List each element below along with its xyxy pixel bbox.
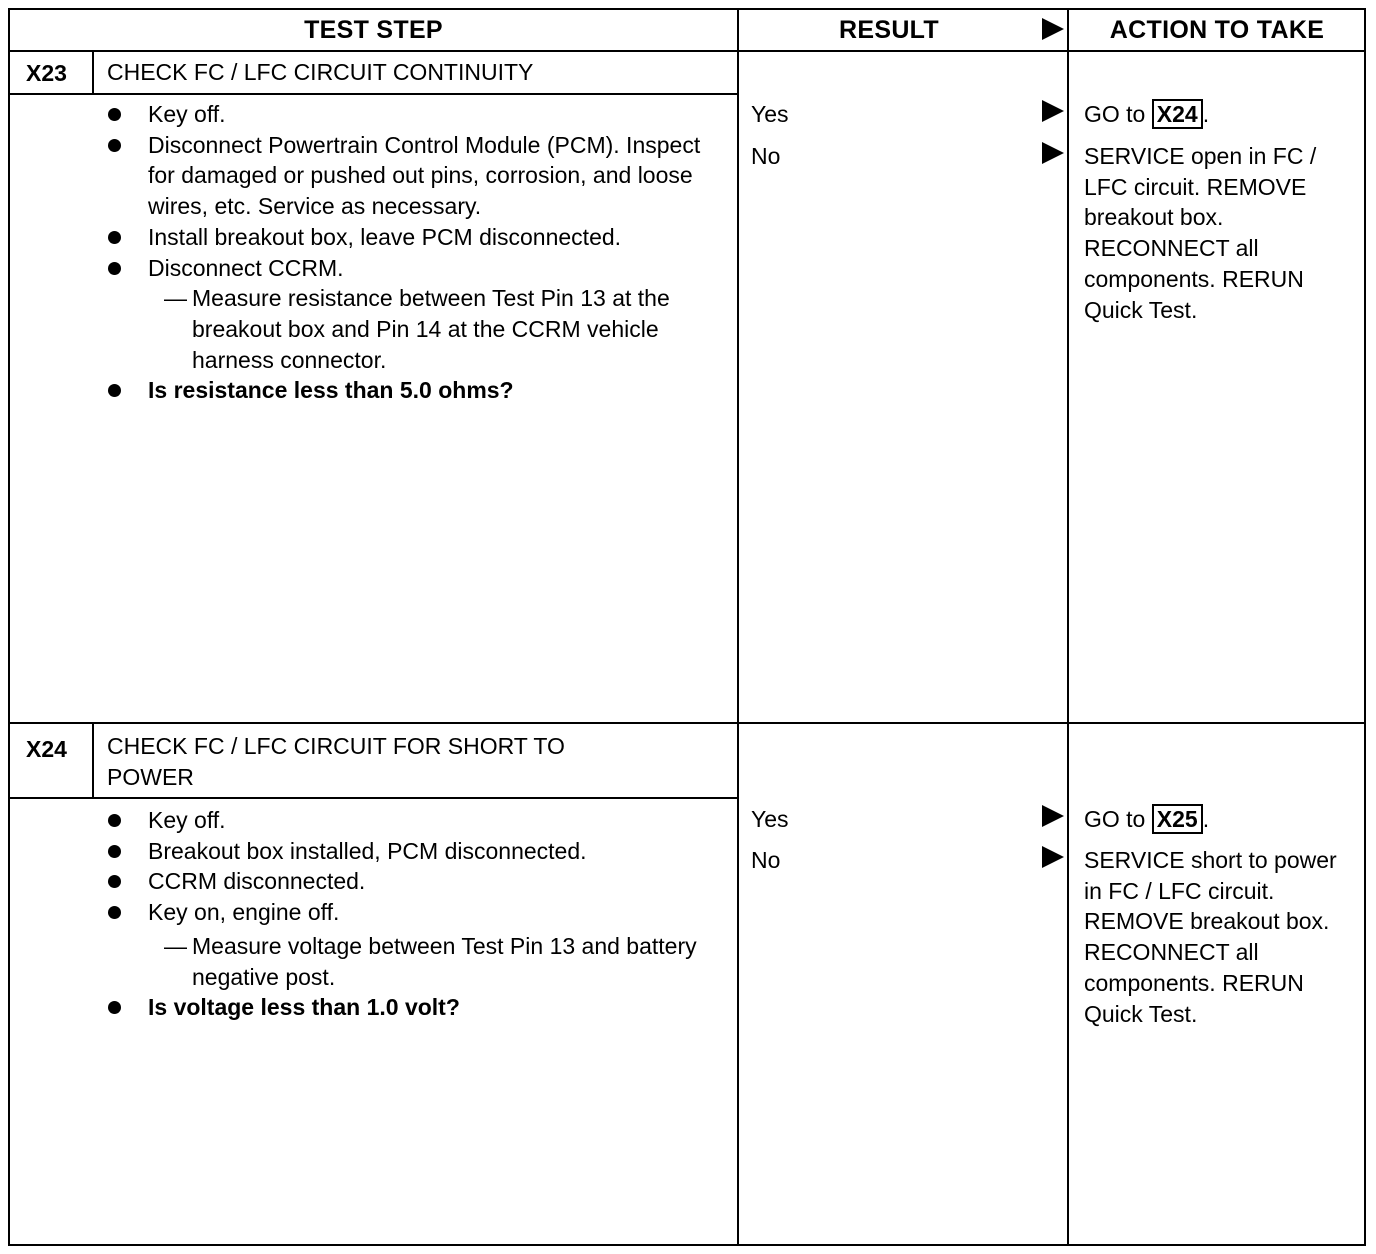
result-no: No <box>751 847 781 873</box>
bullet-icon <box>108 262 121 275</box>
step-title: CHECK FC / LFC CIRCUIT CONTINUITY <box>107 59 534 85</box>
step-title: CHECK FC / LFC CIRCUIT FOR SHORT TO POWER <box>107 733 565 790</box>
question: Is resistance less than 5.0 ohms? <box>148 375 723 406</box>
arrow-icon <box>1042 142 1064 164</box>
header-rule <box>10 50 1364 52</box>
list-item: CCRM disconnected. <box>148 866 723 897</box>
step-id: X24 <box>26 736 67 762</box>
header-arrow-icon <box>1042 18 1064 40</box>
bullet-icon <box>108 139 121 152</box>
arrow-icon <box>1042 846 1064 868</box>
step-reference[interactable]: X25 <box>1152 804 1203 834</box>
step-id-divider <box>92 724 94 799</box>
bullet-icon <box>108 875 121 888</box>
list-item: Disconnect CCRM. <box>148 253 723 284</box>
step-title-rule <box>10 93 737 95</box>
result-yes: Yes <box>751 101 789 127</box>
bullet-icon <box>108 231 121 244</box>
list-item: Key off. <box>148 99 723 130</box>
step-instructions <box>148 99 723 406</box>
result-no: No <box>751 143 781 169</box>
column-divider <box>1067 10 1069 1244</box>
list-item: Key on, engine off. <box>148 897 723 928</box>
result-yes: Yes <box>751 806 789 832</box>
bullet-icon <box>108 1001 121 1014</box>
arrow-icon <box>1042 805 1064 827</box>
column-divider <box>737 10 739 1244</box>
step-id: X23 <box>26 60 67 86</box>
question: Is voltage less than 1.0 volt? <box>148 992 723 1023</box>
step-reference[interactable]: X24 <box>1152 99 1203 129</box>
action-go-to: GO to X24 . <box>1084 101 1210 127</box>
sub-item: — Measure voltage between Test Pin 13 and battery negative post. <box>164 932 697 990</box>
action-service: SERVICE open in FC / LFC circuit. REMOVE breakout box. RECONNECT all components. RERUN Quick Test. <box>1084 143 1317 323</box>
step-instructions <box>148 805 723 1023</box>
diagnostic-table <box>8 8 1366 1246</box>
bullet-icon <box>108 384 121 397</box>
bullet-icon <box>108 108 121 121</box>
dash-icon: — <box>164 285 187 312</box>
step-id-divider <box>92 50 94 95</box>
step-separator <box>10 722 1364 724</box>
bullet-icon <box>108 906 121 919</box>
sub-item: — Measure resistance between Test Pin 13 at the breakout box and Pin 14 at the CCRM vehicle harness connector. <box>164 285 670 373</box>
step-title-rule <box>10 797 737 799</box>
bullet-icon <box>108 845 121 858</box>
list-item: Disconnect Powertrain Control Module (PCM). Inspect for damaged or pushed out pins, corrosion, and loose wires, etc. Service as necessary. <box>148 130 723 222</box>
header-action: ACTION TO TAKE <box>1109 15 1325 44</box>
bullet-icon <box>108 814 121 827</box>
action-service: SERVICE short to power in FC / LFC circuit. REMOVE breakout box. RECONNECT all components. RERUN Quick Test. <box>1084 847 1337 1027</box>
list-item: Install breakout box, leave PCM disconnected. <box>148 222 723 253</box>
header-result: RESULT <box>839 15 939 44</box>
arrow-icon <box>1042 100 1064 122</box>
header-test-step: TEST STEP <box>304 15 443 44</box>
list-item: Key off. <box>148 805 723 836</box>
list-item: Breakout box installed, PCM disconnected. <box>148 836 723 867</box>
dash-icon: — <box>164 932 187 959</box>
action-go-to: GO to X25 . <box>1084 806 1210 832</box>
